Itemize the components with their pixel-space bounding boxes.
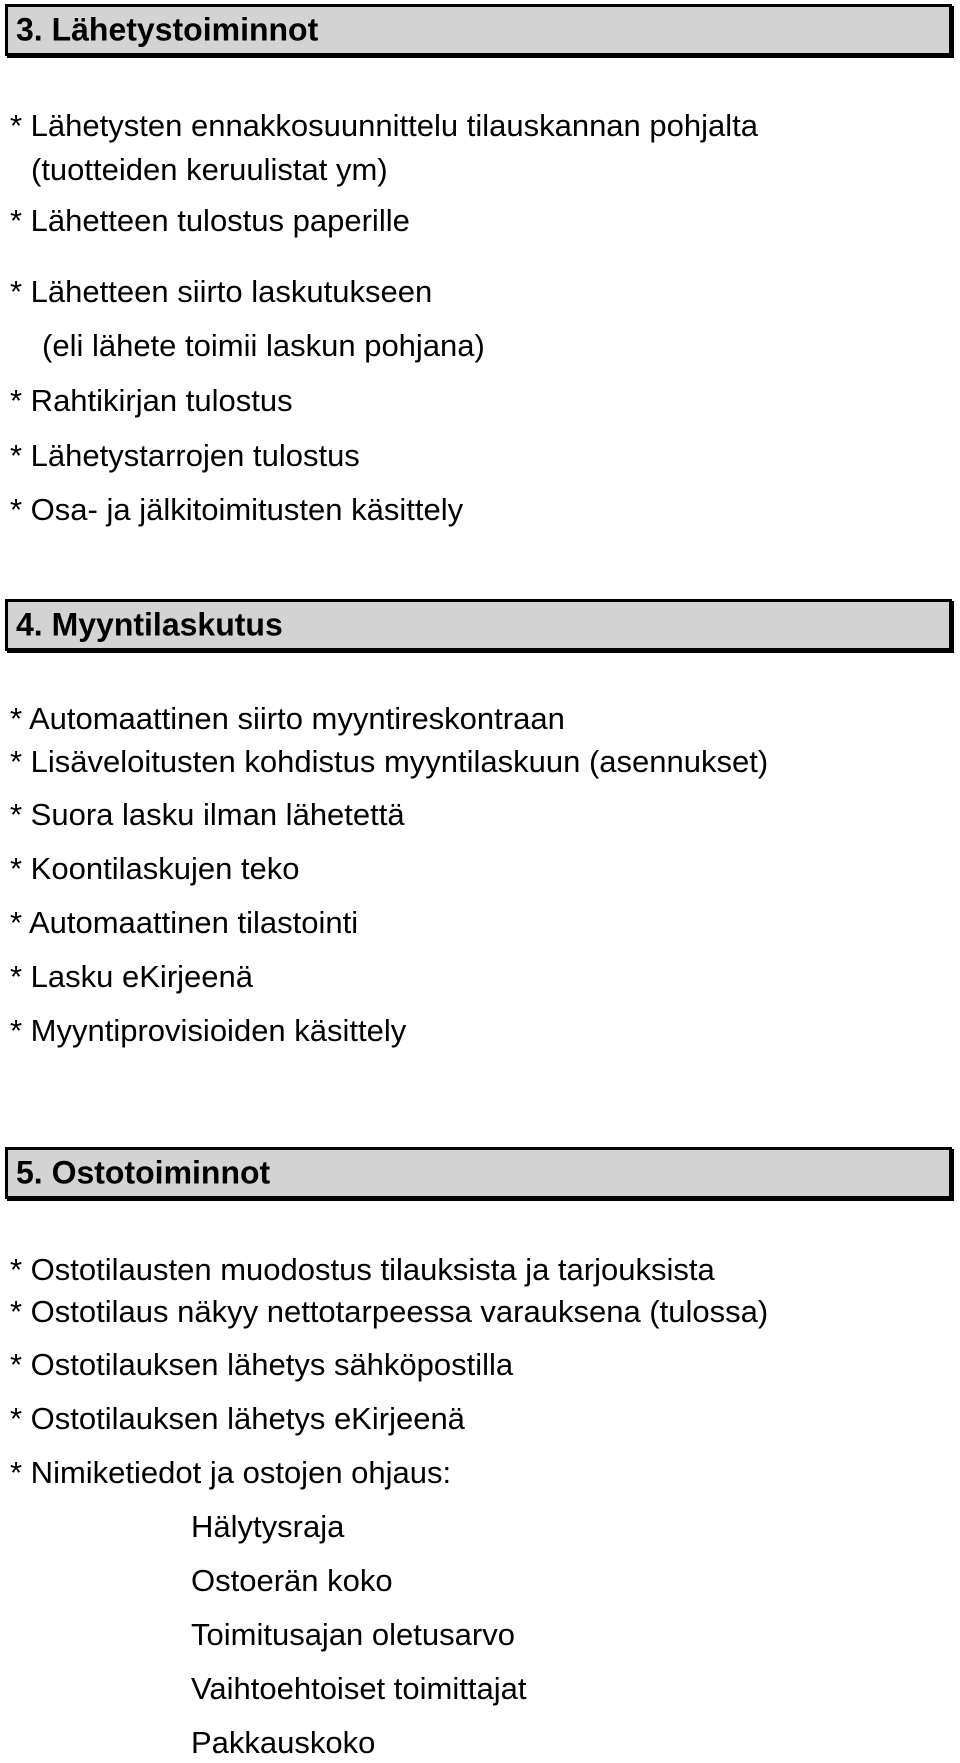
list-item: * Lasku eKirjeenä [10, 959, 253, 994]
list-item: * Myyntiprovisioiden käsittely [10, 1013, 407, 1048]
section-title: 4. Myyntilaskutus [16, 606, 283, 643]
list-item-continuation: (tuotteiden keruulistat ym) [31, 152, 388, 187]
section-title: 5. Ostotoiminnot [16, 1154, 271, 1191]
list-item: * Automaattinen siirto myyntireskontraan [10, 701, 565, 736]
list-item: * Ostotilausten muodostus tilauksista ja tarjouksista [10, 1252, 715, 1287]
section-title: 3. Lähetystoiminnot [16, 11, 319, 48]
list-item: * Suora lasku ilman lähetettä [10, 797, 405, 832]
list-item: * Lisäveloitusten kohdistus myyntilaskuun (asennukset) [10, 744, 769, 779]
list-item-continuation: (eli lähete toimii laskun pohjana) [42, 328, 485, 363]
list-item: * Ostotilauksen lähetys eKirjeenä [10, 1401, 465, 1436]
section-header-3 [5, 4, 952, 56]
section-header-4 [5, 599, 952, 651]
list-item: * Lähetteen tulostus paperille [10, 203, 410, 238]
list-item: * Lähetteen siirto laskutukseen [10, 274, 433, 309]
sub-list-item: Pakkauskoko [191, 1725, 376, 1760]
list-item: * Lähetystarrojen tulostus [10, 438, 360, 473]
list-item: * Automaattinen tilastointi [10, 905, 359, 940]
sub-list-item: Ostoerän koko [191, 1563, 393, 1598]
sub-list-item: Toimitusajan oletusarvo [191, 1617, 515, 1652]
sub-list-item: Hälytysraja [191, 1509, 345, 1544]
list-item: * Nimiketiedot ja ostojen ohjaus: [10, 1455, 452, 1490]
list-item: * Koontilaskujen teko [10, 851, 300, 886]
list-item: * Rahtikirjan tulostus [10, 383, 293, 418]
list-item: * Ostotilauksen lähetys sähköpostilla [10, 1347, 514, 1382]
section-header-5 [5, 1147, 952, 1199]
list-item: * Lähetysten ennakkosuunnittelu tilauskannan pohjalta [10, 108, 758, 143]
list-item: * Osa- ja jälkitoimitusten käsittely [10, 492, 464, 527]
list-item: * Ostotilaus näkyy nettotarpeessa varauksena (tulossa) [10, 1294, 769, 1329]
sub-list-item: Vaihtoehtoiset toimittajat [191, 1671, 527, 1706]
